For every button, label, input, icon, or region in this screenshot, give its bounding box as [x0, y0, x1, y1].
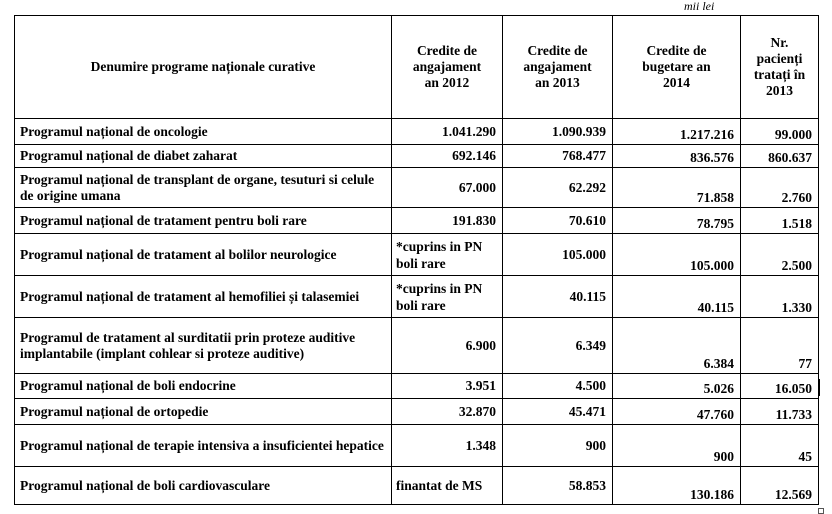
credite-2012: 692.146: [392, 145, 503, 168]
pacienti-2013: 2.500: [741, 234, 819, 276]
credite-2012-note: [392, 276, 503, 318]
program-name: Programul național de oncologie: [15, 119, 392, 145]
resize-handle[interactable]: [818, 508, 824, 514]
header-pacienti-line1: Nr.: [770, 35, 789, 50]
table-row: [15, 374, 819, 399]
program-name: Programul național de tratament pentru boli rare: [15, 208, 392, 234]
program-name: Programul național de tratament al bolilor neurologice: [15, 234, 392, 276]
table-row: [15, 145, 819, 168]
program-name: Programul național de boli cardiovasculare: [15, 467, 392, 505]
credite-2012: 1.348: [392, 425, 503, 467]
credite-2012: *cuprins in PN boli rare: [396, 238, 483, 271]
bugetare-2014: 40.115: [613, 276, 741, 318]
header-credite-2013-line2: angajament: [523, 59, 592, 74]
credite-2012: 191.830: [392, 208, 503, 234]
credite-2013: 45.471: [503, 399, 613, 425]
header-pacienti-2013: [741, 16, 819, 119]
credite-2012: 6.900: [392, 318, 503, 374]
pacienti-2013: 1.330: [741, 276, 819, 318]
credite-2013: 768.477: [503, 145, 613, 168]
pacienti-2013: 77: [741, 318, 819, 374]
pacienti-2013: 2.760: [741, 168, 819, 208]
bugetare-2014: 78.795: [613, 208, 741, 234]
credite-2012: 1.041.290: [392, 119, 503, 145]
pacienti-2013: 45: [741, 425, 819, 467]
header-credite-2013-line3: an 2013: [535, 75, 580, 90]
bugetare-2014: 900: [613, 425, 741, 467]
header-credite-2012: [392, 16, 503, 119]
table-row: [15, 276, 819, 318]
program-name: Programul național de diabet zaharat: [15, 145, 392, 168]
header-pacienti-line2: pacienți: [756, 51, 803, 66]
header-name: Denumire programe naționale curative: [15, 16, 392, 119]
credite-2012: finantat de MS: [396, 478, 483, 493]
pacienti-2013: 12.569: [741, 467, 819, 505]
credite-2013: 58.853: [503, 467, 613, 505]
program-name: Programul național de transplant de organe, tesuturi si celule de origine umana: [15, 168, 392, 208]
table-row: [15, 425, 819, 467]
credite-2012-note: [392, 234, 503, 276]
header-pacienti-line4: 2013: [766, 83, 793, 98]
pacienti-2013: 99.000: [741, 119, 819, 145]
unit-label: mii lei: [684, 0, 715, 13]
header-credite-2013-line1: Credite de: [527, 43, 588, 58]
table-row: [15, 467, 819, 505]
program-name: Programul național de terapie intensiva a insuficientei hepatice: [15, 425, 392, 467]
header-bugetare-2014-line3: 2014: [663, 75, 690, 90]
table-row: [15, 208, 819, 234]
pacienti-2013: 16.050: [741, 374, 819, 399]
header-bugetare-2014: [613, 16, 741, 119]
bugetare-2014: 71.858: [613, 168, 741, 208]
credite-2013: 6.349: [503, 318, 613, 374]
text-cursor-mark: [819, 379, 820, 396]
header-credite-2013: [503, 16, 613, 119]
header-bugetare-2014-line1: Credite de: [646, 43, 707, 58]
table-row: [15, 399, 819, 425]
bugetare-2014: 105.000: [613, 234, 741, 276]
pacienti-2013: 1.518: [741, 208, 819, 234]
bugetare-2014: 47.760: [613, 399, 741, 425]
bugetare-2014: 130.186: [613, 467, 741, 505]
program-name: Programul național de ortopedie: [15, 399, 392, 425]
credite-2012: *cuprins in PN boli rare: [396, 280, 483, 313]
bugetare-2014: 5.026: [613, 374, 741, 399]
header-credite-2012-line1: Credite de: [416, 43, 478, 58]
bugetare-2014: 836.576: [613, 145, 741, 168]
credite-2013: 62.292: [503, 168, 613, 208]
credite-2013: 900: [503, 425, 613, 467]
credite-2012: 3.951: [392, 374, 503, 399]
header-credite-2012-line2: angajament: [412, 59, 482, 74]
credite-2012: 67.000: [392, 168, 503, 208]
bugetare-2014: 6.384: [613, 318, 741, 374]
pacienti-2013: 11.733: [741, 399, 819, 425]
header-credite-2012-line3: an 2012: [424, 75, 470, 90]
credite-2013: 1.090.939: [503, 119, 613, 145]
table-row: [15, 318, 819, 374]
table-row: [15, 168, 819, 208]
program-name: Programul de tratament al surditatii prin proteze auditive implantabile (implant cohlear si proteze auditive): [15, 318, 392, 374]
header-pacienti-line3: tratați în: [753, 67, 806, 82]
bugetare-2014: 1.217.216: [613, 119, 741, 145]
header-row: [15, 16, 819, 119]
pacienti-2013: 860.637: [741, 145, 819, 168]
programs-table: [14, 15, 819, 505]
program-name: Programul național de boli endocrine: [15, 374, 392, 399]
credite-2013: 105.000: [503, 234, 613, 276]
credite-2012-note: [392, 467, 503, 505]
program-name: Programul național de tratament al hemofiliei și talasemiei: [15, 276, 392, 318]
table-row: [15, 119, 819, 145]
credite-2013: 40.115: [503, 276, 613, 318]
header-bugetare-2014-line2: bugetare an: [642, 59, 711, 74]
credite-2013: 70.610: [503, 208, 613, 234]
credite-2013: 4.500: [503, 374, 613, 399]
table-row: [15, 234, 819, 276]
credite-2012: 32.870: [392, 399, 503, 425]
